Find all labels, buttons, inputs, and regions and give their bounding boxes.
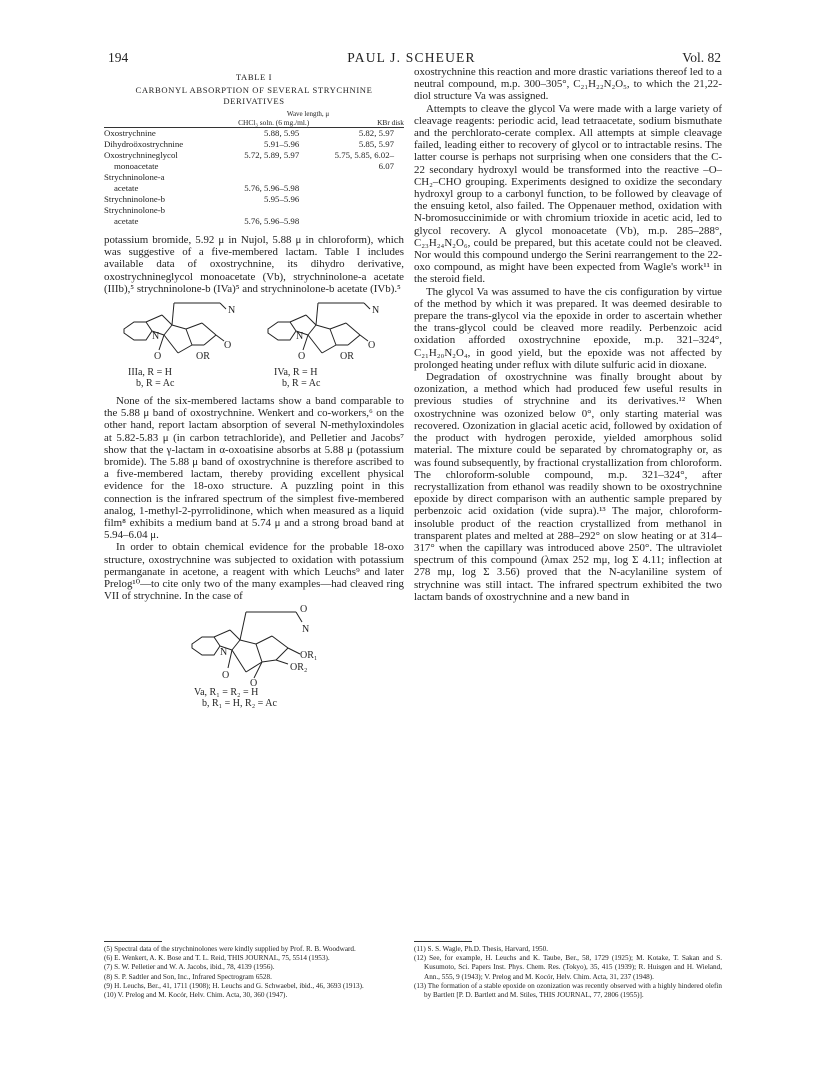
fig-or-label: OR	[196, 351, 210, 363]
table-col1-head: CHCl₃ soln. (6 mg./ml.)	[238, 118, 310, 127]
table-title: TABLE I	[235, 72, 273, 82]
footnote: (8) S. P. Sadtler and Son, Inc., Infrared Spectrogram 6528.	[104, 972, 272, 981]
footnote: (7) S. W. Pelletier and W. A. Jacobs, ibid., 78, 4139 (1956).	[104, 963, 275, 972]
kbr-cell: 5.82, 5.97	[358, 128, 394, 138]
paragraph: potassium bromide, 5.92 μ in Nujol, 5.88 μ in chloroform), which was suggestive of a five-membered lactam. Table I includes available data of oxostrychnine, its dihydro derivative, oxostrychnineglycol monoacetate (Vb), strychninolone-a acetate (IIIb),⁵ strychninolone-b (IVa)⁵ and strychninolone-b acetate (IVb).⁵	[104, 234, 404, 295]
compound-cell: acetate	[114, 216, 139, 226]
kbr-cell	[309, 172, 404, 183]
fig-o-label: O	[154, 351, 162, 363]
footnote: (5) Spectral data of the strychninolones were kindly supplied by Prof. R. B. Woodward.	[104, 945, 356, 953]
compound-cell: Strychninolone-b	[104, 194, 166, 204]
fig-label: b, R = Ac	[136, 378, 175, 390]
compound-cell: Strychninolone-b	[104, 205, 166, 215]
volume-label: Vol. 82	[682, 50, 721, 65]
fig-n-label: N	[296, 331, 304, 343]
table-row	[104, 205, 404, 216]
chcl3-cell: 5.72, 5.89, 5.97	[244, 150, 300, 160]
kbr-cell: 5.75, 5.85, 6.02–	[334, 150, 394, 160]
chcl3-cell: 5.76, 5.96–5.98	[244, 216, 300, 226]
footnote: (13) The formation of a stable epoxide on ozonization was recently observed with a highly hindered olefin by Bartlett [P. D. Bartlett and M. Stiles, THIS JOURNAL, 77, 2806 (1955)].	[414, 981, 722, 1000]
kbr-cell: 6.07	[378, 161, 394, 171]
fig-label: IVa, R = H	[274, 367, 318, 379]
paragraph: In order to obtain chemical evidence for the probable 18-oxo structure, oxostrychnine was subjected to oxidation with potassium permanganate in acetone, a reagent with which Leuchs⁹ and later Prelog¹⁰—to cite only two of the many examples—had cleaved ring VII of strychnine. In the case of	[104, 541, 404, 603]
kbr-cell	[309, 183, 404, 194]
structure-figure-v	[104, 602, 404, 714]
table-row	[104, 216, 404, 227]
fig-o-label: O	[298, 351, 306, 363]
fig-or2-label: OR₂	[290, 662, 308, 674]
paragraph: None of the six-membered lactams show a band comparable to the 5.88 μ band of oxostrychnine. Wenkert and co-workers,⁶ on the other hand, report lactam absorption of several N-methyloxindoles at 5.82-5.83 μ (in carbon tetrachloride), and Pelletier and Jacobs⁷ show that the γ-lactam in α-oxoatisine absorbs at 5.88 μ (potassium bromide). The 5.88 μ band of oxostrychnine is therefore ascribed to a five-membered lactam, thereby providing excellent physical evidence for the 18-oxo structure. A puzzling point in this connection is the infrared spectrum of the simplest five-membered analog, 1-methyl-2-pyrrolidinone, which when measured as a liquid film⁸ exhibits a medium band at 5.74 μ and a strong broad band at 5.94–6.04 μ.	[104, 395, 404, 542]
chcl3-cell	[212, 172, 309, 183]
paragraph: Attempts to cleave the glycol Va were made with a large variety of cleavage reagents: periodic acid, lead tetraacetate, sodium bismuthate and the perchlorato-cerate complex. All attempts at simple cleavage failed, leading either to recovery of glycol or to intractable resins. The latter course is perhaps not surprising when one considers that the C-22 secondary hydroxyl would be transformed into the reactive –O–CH₂–CHO grouping. Experiments designed to oxidize the secondary hydroxyl group to a carbonyl function, to be followed by cleavage of the ensuing ketol, also failed. The Oppenauer method, oxidation with N-bromosuccinimide or with chromium trioxide in acetic acid, led to glycol recovery. A glycol monoacetate (Vb), m.p. 285–288°, C₂₃H₂₄N₂O₆, could be prepared, but this acetate could not be cleaved. Nor would this compound undergo the Serini rearrangement to the 22-oxo compound, as might have been expected from Wagle's work¹¹ in the steroid field.	[414, 102, 722, 286]
kbr-cell: 5.85, 5.97	[358, 139, 394, 149]
structure-figure-iii-iv	[104, 295, 404, 395]
table-col2-head: KBr disk	[377, 118, 404, 127]
fig-or1-label: OR₁	[300, 650, 318, 662]
table-caption: CARBONYL ABSORPTION OF SEVERAL STRYCHNINE DERIVATIVES	[135, 85, 373, 106]
left-column	[104, 66, 404, 714]
right-column	[414, 66, 722, 603]
kbr-cell	[309, 205, 404, 216]
fig-o-label: O	[224, 340, 232, 352]
compound-cell: Oxostrychnineglycol	[104, 150, 178, 160]
chcl3-cell	[212, 205, 309, 216]
table-wave-head: Wave length, μ	[286, 110, 330, 118]
running-author: PAUL J. SCHEUER	[347, 50, 476, 65]
table-row	[104, 128, 404, 140]
compound-cell: acetate	[114, 183, 139, 193]
footnote-rule	[414, 941, 472, 942]
footnote: (9) H. Leuchs, Ber., 41, 1711 (1908); H. Leuchs and G. Schwaebel, ibid., 46, 3693 (1913).	[104, 981, 364, 990]
footnote: (12) See, for example, H. Leuchs and K. Taube, Ber., 58, 1729 (1925); M. Kotake, T. Sakan and S. Kusumoto, Sci. Papers Inst. Phys. Chem. Res. (Tokyo), 35, 415 (1939); R. Huisgen and H. Wieland, Ann., 555, 9 (1943); V. Prelog and M. Kocór, Helv. Chim. Acta, 31, 237 (1948).	[414, 954, 722, 981]
kbr-cell	[309, 194, 404, 205]
kbr-cell	[309, 216, 404, 227]
paragraph: Degradation of oxostrychnine was finally brought about by ozonization, a method which had produced few useful results in previous studies of strychnine and its derivatives.¹² When oxostrychnine was ozonized below 0°, only starting material was recovered. Ozonization in glacial acetic acid, followed by oxidation of the product with hydrogen peroxide, yielded amorphous solid material. The mixture could be separated by chromatography or, as was found subsequently, by fractional crystallization from chloroform. The chloroform-soluble compound, m.p. 321–324°, after recrystallization from ethanol was readily shown to be oxostrychnine epoxide by direct comparison with an authentic sample prepared by perbenzoic acid oxidation (vide supra).¹³ The major, chloroform-insoluble product of the reaction crystallized from methanol in transparent plates and melted at 288–292° on slow heating or at 314–317° when the capillary was introduced above 250°. The ultraviolet spectrum of this compound (λmax 252 mμ, log Σ 4.11; inflection at 278 mμ, log Σ 3.56) proved that the N-acylaniline system of strychnine was still intact. The infrared spectrum exhibited the two lactam bands of oxostrychnine and a new band in	[414, 371, 722, 603]
paragraph: The glycol Va was assumed to have the cis configuration by virtue of the method by which it was prepared. It was deemed desirable to prepare the trans-glycol via the epoxide in order to ascertain whether the trans-glycol could be cleaved more readily. Perbenzoic acid oxidation afforded oxostrychnine epoxide, m.p. 321–324°, C₂₁H₂₀N₂O₄, in good yield, but the epoxide was not affected by prolonged heating under reflux with dilute sulfuric acid in dioxane.	[414, 285, 722, 371]
fig-n-label: N	[220, 647, 228, 659]
fig-or-label: OR	[340, 351, 354, 363]
chcl3-cell: 5.88, 5.95	[264, 128, 300, 138]
footnotes-right	[414, 945, 722, 1000]
fig-label: b, R₁ = H, R₂ = Ac	[202, 698, 277, 710]
page-header	[0, 50, 823, 66]
compound-cell: Oxostrychnine	[104, 128, 156, 138]
fig-n-label: N	[302, 624, 310, 636]
footnote: (11) S. S. Wagle, Ph.D. Thesis, Harvard, 1950.	[414, 945, 549, 953]
table-row	[104, 150, 404, 161]
carbonyl-table	[104, 110, 404, 227]
fig-label: Va, R₁ = R₂ = H	[194, 687, 259, 699]
footnote: (6) E. Wenkert, A. K. Bose and T. L. Reid, THIS JOURNAL, 75, 5514 (1953).	[104, 954, 330, 963]
footnote: (10) V. Prelog and M. Kocór, Helv. Chim. Acta, 30, 360 (1947).	[104, 991, 288, 1000]
fig-o-label: O	[368, 340, 376, 352]
table-row	[104, 194, 404, 205]
chcl3-cell: 5.76, 5.96–5.98	[244, 183, 300, 193]
footnotes-left	[104, 945, 404, 1000]
fig-o-label: O	[250, 678, 258, 690]
paragraph: oxostrychnine this reaction and more drastic variations thereof led to a neutral compound, m.p. 300–305°, C₂₁H₂₂N₂O₅, to which the 21,22-diol structure Va was assigned.	[414, 66, 722, 103]
fig-label: IIIa, R = H	[128, 367, 172, 379]
fig-n-label: N	[372, 305, 380, 317]
footnote-rule	[104, 941, 162, 942]
table-row	[104, 183, 404, 194]
page-number: 194	[108, 50, 129, 65]
compound-cell: Dihydroöxostrychnine	[104, 139, 184, 149]
fig-o-label: O	[222, 670, 230, 682]
chcl3-cell: 5.95–5.96	[264, 194, 300, 204]
fig-o-label: O	[300, 604, 308, 616]
chcl3-cell	[212, 161, 309, 172]
table-row	[104, 172, 404, 183]
fig-label: b, R = Ac	[282, 378, 321, 390]
chcl3-cell: 5.91–5.96	[264, 139, 300, 149]
fig-n-label: N	[228, 305, 236, 317]
table-row	[104, 161, 404, 172]
compound-cell: Strychninolone-a	[104, 172, 165, 182]
fig-n-label: N	[152, 331, 160, 343]
table-row	[104, 139, 404, 150]
compound-cell: monoacetate	[114, 161, 159, 171]
